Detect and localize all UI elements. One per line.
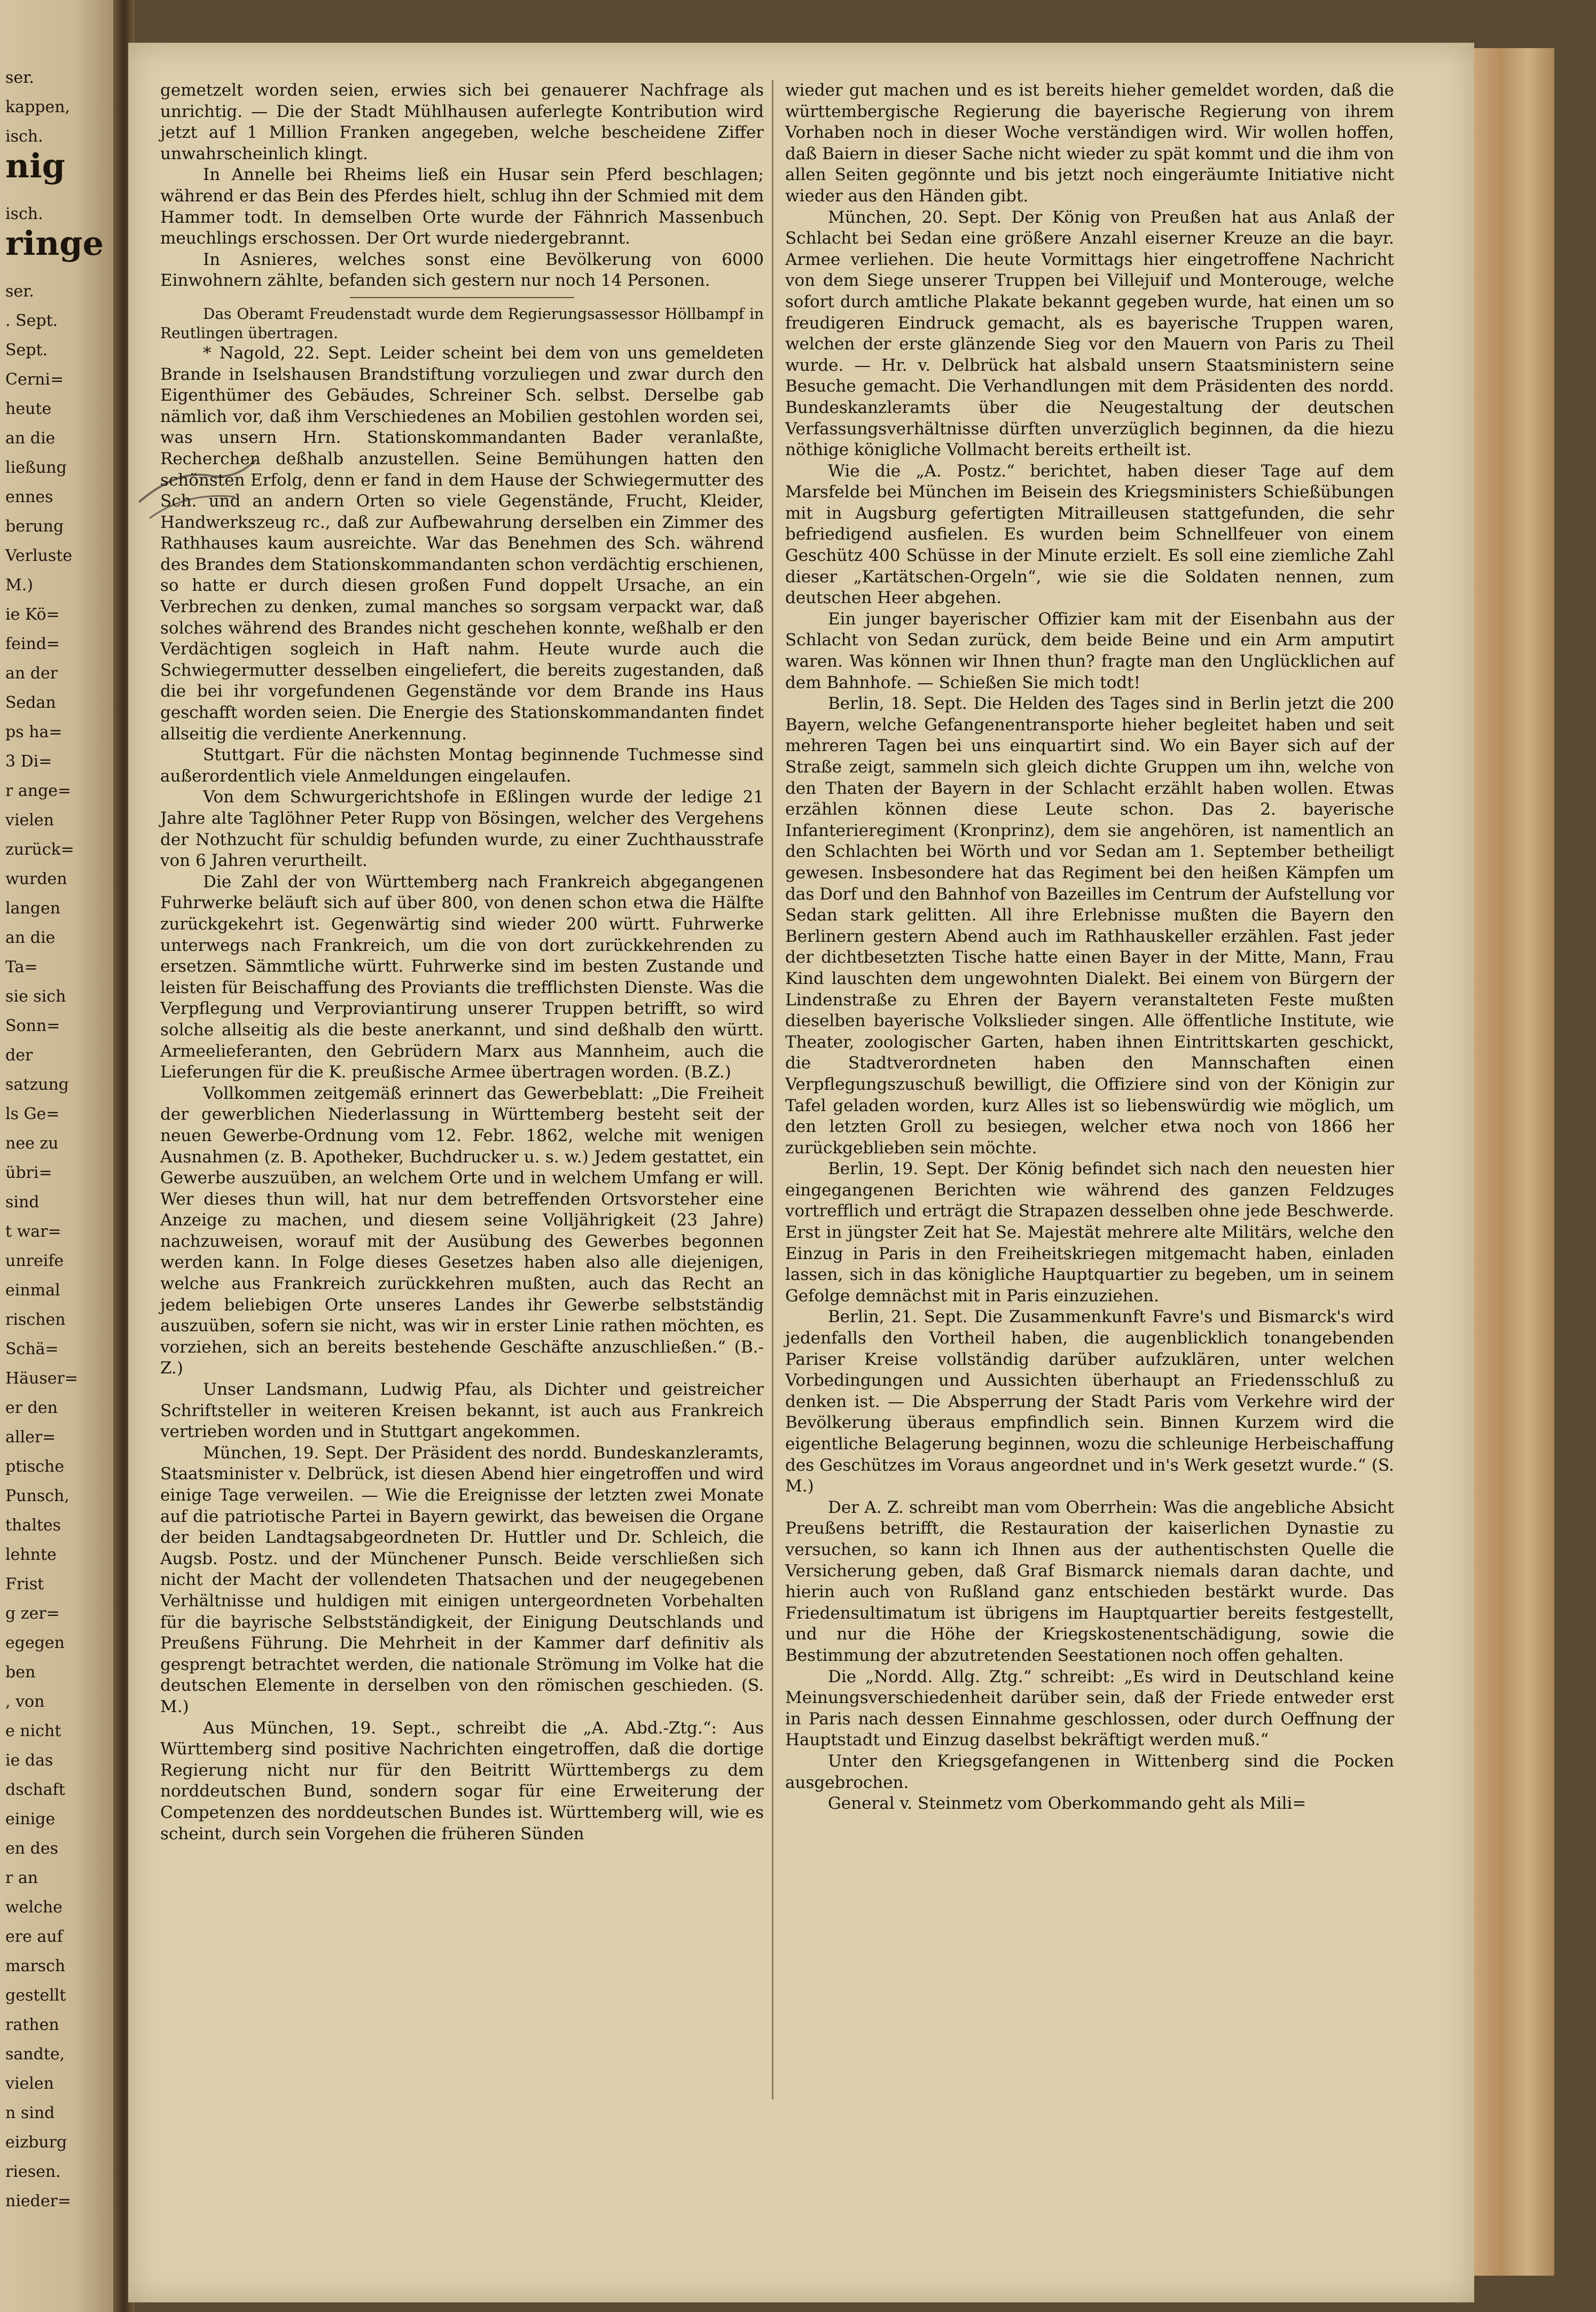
facing-page-text: sie sich <box>5 987 66 1006</box>
facing-page-text: riesen. <box>5 2162 61 2181</box>
facing-page-text: vielen <box>5 811 54 830</box>
facing-page-text: , von <box>5 1692 45 1711</box>
article-paragraph: Das Oberamt Freudenstadt wurde dem Regierungsassessor Höllbampf in Reutlingen übertragen. <box>160 304 764 342</box>
article-paragraph: Der A. Z. schreibt man vom Oberrhein: Was die angebliche Absicht Preußens betrifft, die Restauration der kaiserlichen Dynastie zu versuchen, so kann ich Ihnen aus der authentischsten Quelle die Versicherung geben, daß Graf Bismarck niemals daran dachte, und hierin auch von Rußland ganz entschieden bestärkt wurde. Das Friedensultimatum ist übrigens im Hauptquartier bereits festgestellt, und nur die Höhe der Kriegskostenentschädigung, sowie die Bestimmung der abzutretenden Seestationen noch offen gehalten. <box>785 1497 1394 1665</box>
facing-page-text: berung <box>5 517 64 536</box>
facing-page-text: Sedan <box>5 693 56 712</box>
facing-page-text: Verluste <box>5 546 73 565</box>
facing-page-text: an die <box>5 928 56 947</box>
facing-page-text: Sept. <box>5 341 48 360</box>
article-paragraph: gemetzelt worden seien, erwies sich bei genauerer Nachfrage als unrichtig. — Die der Stadt Mühlhausen auferlegte Kontribution wird jetzt auf 1 Million Franken angegeben, welche bescheidene Ziffer unwahrscheinlich klingt. <box>160 81 764 163</box>
facing-page-text: eizburg <box>5 2133 67 2152</box>
facing-page-text: welche <box>5 1898 62 1917</box>
facing-page-text: . Sept. <box>5 311 58 330</box>
facing-page-text: ennes <box>5 488 53 506</box>
facing-page-text: isch. <box>5 205 43 223</box>
column-left <box>160 80 764 1845</box>
article-paragraph: Stuttgart. Für die nächsten Montag beginnende Tuchmesse sind außerordentlich viele Anmeldungen eingelaufen. <box>160 745 764 786</box>
facing-page-text: sind <box>5 1193 40 1212</box>
article-paragraph: In Asnieres, welches sonst eine Bevölkerung von 6000 Einwohnern zählte, befanden sich gestern nur noch 14 Personen. <box>160 249 764 291</box>
facing-page-text: übri= <box>5 1163 52 1182</box>
facing-page-text: langen <box>5 899 61 918</box>
article-paragraph: Von dem Schwurgerichtshofe in Eßlingen wurde der ledige 21 Jahre alte Taglöhner Peter Rupp von Bösingen, welcher des Vergehens der Nothzucht für schuldig befunden wurde, zu einer Zuchthausstrafe von 6 Jahren verurtheilt. <box>160 787 764 871</box>
facing-page-text: isch. <box>5 127 43 146</box>
article-paragraph: Die „Nordd. Allg. Ztg.“ schreibt: „Es wird in Deutschland keine Meinungsverschiedenheit darüber sein, daß der Friede entweder erst in Paris nach dessen Einnahme geschlossen, oder durch Oeffnung der Hauptstadt und Einzug daselbst bekräftigt werden muß.“ <box>785 1667 1394 1750</box>
facing-page-text: einmal <box>5 1281 60 1300</box>
facing-page-text: 3 Di= <box>5 752 52 771</box>
facing-page-text: ser. <box>5 68 34 87</box>
facing-page-text: ließung <box>5 458 67 477</box>
article-paragraph: Vollkommen zeitgemäß erinnert das Gewerbeblatt: „Die Freiheit der gewerblichen Niederlassung in Württemberg besteht seit der neuen Gewerbe-Ordnung vom 12. Febr. 1862, welche mit wenigen Ausnahmen (z. B. Apotheker, Buchdrucker u. s. w.) Jedem gestattet, ein Gewerbe auszuüben, an welchem Orte und in welchem Umfang er will. Wer dieses thun will, hat nur dem betreffenden Ortsvorsteher eine Anzeige zu machen, und diesem seine Volljährigkeit (23 Jahre) nachzuweisen, worauf mit der Ausübung des Gewerbes begonnen werden kann. In Folge dieses Gesetzes haben also alle diejenigen, welche aus Frankreich zurückkehren mußten, auch das Recht an jedem beliebigen Orte unseres Landes ihr Gewerbe selbstständig auszuüben, sofern sie nicht, was wir in erster Linie rathen möchten, es vorziehen, sich an bereits bestehende Geschäfte anzuschließen.“ (B.-Z.) <box>160 1083 764 1378</box>
facing-page-text: sandte, <box>5 2045 65 2064</box>
facing-page-text: Frist <box>5 1575 44 1594</box>
facing-page-text: egegen <box>5 1634 65 1652</box>
facing-page-text: Sonn= <box>5 1017 60 1035</box>
facing-page-text: Cerni= <box>5 370 64 389</box>
facing-page-text: ptische <box>5 1457 65 1476</box>
facing-page-text: ps ha= <box>5 723 62 741</box>
facing-page-text: M.) <box>5 576 33 595</box>
facing-page-text: der <box>5 1046 33 1065</box>
facing-page-text: gestellt <box>5 1986 66 2005</box>
facing-page-text: aller= <box>5 1428 56 1447</box>
facing-page-text: er den <box>5 1399 58 1417</box>
facing-page-text: nieder= <box>5 2192 72 2211</box>
article-paragraph: München, 20. Sept. Der König von Preußen hat aus Anlaß der Schlacht bei Sedan eine größere Anzahl eiserner Kreuze an die bayr. Armee verliehen. Die heute Vormittags hier eingetroffene Nachricht von dem Siege unserer Truppen bei Villejuif und Monterouge, welche sofort durch amtliche Plakate bekannt gegeben wurde, hat einen um so freudigeren Eindruck gemacht, als es bayerische Truppen waren, welchen der erste glänzende Sieg vor den Mauern von Paris zu Theil wurde. — Hr. v. Delbrück hat alsbald unsern Staatsministern seine Besuche gemacht. Die Verhandlungen mit dem Präsidenten des nordd. Bundeskanzleramts über die Neugestaltung der deutschen Verfassungsverhältnisse dürften unverzüglich beginnen, da die hiezu nöthige königliche Vollmacht bereits ertheilt ist. <box>785 207 1394 460</box>
article-paragraph: Die Zahl der von Württemberg nach Frankreich abgegangenen Fuhrwerke beläuft sich auf über 800, von denen schon etwa die Hälfte zurückgekehrt ist. Gegenwärtig sind wieder 200 württ. Fuhrwerke unterwegs nach Frankreich, um die von dort zurückkehrenden zu ersetzen. Sämmtliche württ. Fuhrwerke sind im besten Zustande und leisten für Beischaffung des Proviants die trefflichsten Dienste. Was die Verpflegung und Verproviantirung unserer Truppen betrifft, so wird solche allseitig als die beste anerkannt, und sind deßhalb den württ. Armeelieferanten, den Gebrüdern Marx aus Mannheim, auch die Lieferungen für die K. preußische Armee übertragen worden. (B.Z.) <box>160 872 764 1082</box>
facing-page-text: thaltes <box>5 1516 61 1535</box>
article-paragraph: Berlin, 18. Sept. Die Helden des Tages sind in Berlin jetzt die 200 Bayern, welche Gefangenentransporte hieher begleitet haben und seit mehreren Tagen bei uns einquartirt sind. Wo ein Bayer sich auf der Straße zeigt, sammeln sich gleich dichte Gruppen um ihn, welche von den Thaten der Bayern in der Schlacht erzählt haben wollen. Etwas erzählen können diese Leute schon. Das 2. bayerische Infanterieregiment (Kronprinz), dem sie angehören, ist namentlich an den Schlachten bei Wörth und vor Sedan am 1. September betheiligt gewesen. Insbesondere hat das Regiment bei den heißen Kämpfen um das Dorf und den Bahnhof von Bazeilles im Centrum der Aufstellung vor Sedan stark gelitten. All ihre Erlebnisse mußten die Bayern den Berlinern gestern Abend auch im Rathhauskeller erzählen. Fast jeder der dichtbesetzten Tische hatte einen Bayer in der Mitte, Mann, Frau Kind lauschten dem ungewohnten Dialekt. Bei einem von Bürgern der Lindenstraße zu Ehren der Bayern veranstalteten Feste mußten dieselben bayerische Volkslieder singen. Alle öffentliche Institute, wie Theater, zoologischer Garten, haben ihnen Eintrittskarten geschickt, die Stadtverordneten haben den Mannschaften einen Verpflegungszuschuß bewilligt, die Offiziere sind von der Königin zur Tafel geladen worden, kurz Alles ist so liebenswürdig wie möglich, um den letzten Groll zu besiegen, welcher etwa noch von 1866 her zurückgeblieben sein möchte. <box>785 694 1394 1158</box>
facing-page-text: Ta= <box>5 958 38 977</box>
facing-page-text: ie Kö= <box>5 605 60 624</box>
facing-page-text: wurden <box>5 870 67 888</box>
article-paragraph: Unser Landsmann, Ludwig Pfau, als Dichter und geistreicher Schriftsteller in weiteren Kreisen bekannt, ist auch aus Frankreich vertrieben worden und in Stuttgart angekommen. <box>160 1380 764 1442</box>
facing-page-text: ls Ge= <box>5 1105 60 1123</box>
facing-page-text: an der <box>5 664 58 683</box>
facing-page-text: ben <box>5 1663 36 1682</box>
facing-page-text: vielen <box>5 2074 54 2093</box>
article-paragraph: Ein junger bayerischer Offizier kam mit der Eisenbahn aus der Schlacht von Sedan zurück, dem beide Beine und ein Arm amputirt waren. Was können wir Ihnen thun? fragte man den Unglücklichen auf dem Bahnhofe. — Schießen Sie mich todt! <box>785 609 1394 692</box>
facing-page-text: nig <box>5 146 65 185</box>
section-rule <box>350 297 574 298</box>
article-paragraph: Wie die „A. Postz.“ berichtet, haben dieser Tage auf dem Marsfelde bei München im Beisein des Kriegsministers Schießübungen mit in Augsburg gefertigten Mitrailleusen stattgefunden, die sehr befriedigend ausfielen. Es wurden beim Schnellfeuer von einem Geschütz 400 Schüsse in der Minute erzielt. Es soll eine ziemliche Zahl dieser „Kartätschen-Orgeln“, wie sie die Soldaten nennen, zum deutschen Heer abgehen. <box>785 461 1394 608</box>
facing-page-text: kappen, <box>5 98 71 116</box>
facing-page-text: r an <box>5 1869 38 1887</box>
facing-page-text: Häuser= <box>5 1369 78 1388</box>
facing-page-text: ringe <box>5 224 104 263</box>
facing-page-text: nee zu <box>5 1134 59 1153</box>
facing-page-text: en des <box>5 1839 58 1858</box>
article-paragraph: Aus München, 19. Sept., schreibt die „A. Abd.-Ztg.“: Aus Württemberg sind positive Nachrichten eingetroffen, daß die dortige Regierung nicht nur für den Beitritt Württembergs zu dem norddeutschen Bund, sondern sogar für eine Erweiterung der Competenzen des norddeutschen Bundes ist. Württemberg will, wie es scheint, durch sein Vorgehen die früheren Sünden <box>160 1718 764 1844</box>
facing-page-text: e nicht <box>5 1722 61 1740</box>
facing-page-text: rathen <box>5 2016 59 2034</box>
facing-page-text: r ange= <box>5 782 72 800</box>
facing-page-text: ie das <box>5 1751 53 1770</box>
page-edge <box>1474 48 1554 2276</box>
facing-page-text: heute <box>5 400 52 418</box>
facing-page-text: lehnte <box>5 1545 57 1564</box>
facing-page-text: rischen <box>5 1310 66 1329</box>
facing-page-fragment <box>0 0 123 2312</box>
facing-page-text: zurück= <box>5 840 74 859</box>
facing-page-text: satzung <box>5 1075 69 1094</box>
article-paragraph: In Annelle bei Rheims ließ ein Husar sein Pferd beschlagen; während er das Bein des Pferdes hielt, schlug ihn der Schmied mit dem Hammer todt. In demselben Orte wurde der Fähnrich Massenbuch meuchlings erschossen. Der Ort wurde niedergebrannt. <box>160 165 764 248</box>
facing-page-text: ser. <box>5 282 34 301</box>
facing-page-text: Schä= <box>5 1340 59 1358</box>
article-paragraph: wieder gut machen und es ist bereits hieher gemeldet worden, daß die württembergische Regierung die bayerische Regierung von ihrem Vorhaben noch in dieser Woche verständigen wird. Wir wollen hoffen, daß Baiern in dieser Sache nicht wieder zu spät kommt und die ihm von allen Seiten gegönnte und bis jetzt noch eingeräumte Initiative nicht wieder aus den Händen gibt. <box>785 81 1394 206</box>
article-paragraph: Unter den Kriegsgefangenen in Wittenberg sind die Pocken ausgebrochen. <box>785 1751 1394 1792</box>
column-divider <box>772 80 773 2099</box>
article-paragraph: Berlin, 21. Sept. Die Zusammenkunft Favre's und Bismarck's wird jedenfalls den Vortheil haben, die augenblicklich tonangebenden Pariser Kreise vollständig darüber aufzuklären, unter welchen Vorbedingungen und Aussichten überhaupt an Friedensschluß zu denken ist. — Die Absperrung der Stadt Paris vom Verkehre wird der Bevölkerung überaus empfindlich sein. Binnen Kurzem wird die eigentliche Belagerung beginnen, wozu die schleunige Herbeischaffung des Geschützes im Voraus angeordnet und in's Werk gesetzt wurde.“ (S. M.) <box>785 1307 1394 1496</box>
facing-page-text: dschaft <box>5 1780 65 1799</box>
facing-page-text: g zer= <box>5 1604 60 1623</box>
article-paragraph: Berlin, 19. Sept. Der König befindet sich nach den neuesten hier eingegangenen Berichten wie während des ganzen Feldzuges vortrefflich und erträgt die Strapazen desselben ohne jede Beschwerde. Erst in jüngster Zeit hat Se. Majestät mehrere alte Militärs, welche den Einzug in Paris in den Freiheitskriegen mitgemacht haben, einladen lassen, sich in das königliche Hauptquartier zu begeben, um in seinem Gefolge demnächst mit in Paris einzuziehen. <box>785 1159 1394 1306</box>
facing-page-text: an die <box>5 429 56 448</box>
facing-page-text: unreife <box>5 1252 64 1270</box>
facing-page-text: marsch <box>5 1957 66 1975</box>
facing-page-text: Punsch, <box>5 1487 69 1505</box>
facing-page-text: einige <box>5 1810 56 1829</box>
facing-page-text: t war= <box>5 1222 61 1241</box>
facing-page-text: ere auf <box>5 1927 63 1946</box>
article-paragraph: München, 19. Sept. Der Präsident des nordd. Bundeskanzleramts, Staatsminister v. Delbrück, ist diesen Abend hier eingetroffen und wird einige Tage verweilen. — Wie die Ereignisse der letzten zwei Monate auf die patriotische Partei in Bayern gewirkt, das beweisen die Organe der beiden Landtagsabgeordneten Dr. Huttler und Dr. Schleich, die Augsb. Postz. und der Münchener Punsch. Beide verschließen sich nicht der Macht der vollendeten Thatsachen und der neugegebenen Verhältnisse und huldigen mit einigen untergeordneten Vorbehalten für die bayrische Selbstständigkeit, der Einigung Deutschlands und Preußens Führung. Die Mehrheit in der Kammer darf definitiv als gesprengt betrachtet werden, die nationale Strömung im Volke hat die deutschen Elemente in derselben von den römischen geschieden. (S. M.) <box>160 1443 764 1716</box>
facing-page-text: n sind <box>5 2104 55 2122</box>
column-right <box>785 80 1394 1815</box>
facing-page-text: feind= <box>5 635 60 653</box>
article-paragraph: * Nagold, 22. Sept. Leider scheint bei dem von uns gemeldeten Brande in Iselshausen Brandstiftung vorzuliegen und zwar durch den Eigenthümer des Gebäudes, Schreiner Sch. selbst. Derselbe gab nämlich vor, daß ihm Verschiedenes an Mobilien gestohlen worden sei, was unsern Hrn. Stationskommandanten Bader veranlaßte, Recherchen deßhalb anzustellen. Seine Bemühungen hatten den schönsten Erfolg, denn er fand in dem Hause der Schwiegermutter des Sch. und an andern Orten so viele Gegenstände, Frucht, Kleider, Handwerkszeug rc., daß zur Aufbewahrung derselben ein Zimmer des Rathhauses kaum ausreichte. War das Benehmen des Sch. während des Brandes dem Stationskommandanten schon verdächtig erschienen, so hatte er durch diesen großen Fund doppelt Ursache, an ein Verbrechen zu denken, zumal manches so sorgsam verpackt war, daß solches während des Brandes nicht geschehen konnte, weßhalb er den Verdächtigen sogleich in Haft nahm. Heute wurde auch die Schwiegermutter desselben eingeliefert, die bereits zugestanden, daß die bei ihr vorgefundenen Gegenstände vor dem Brande ins Haus geschafft worden seien. Die Energie des Stationskommandanten findet allseitig die verdiente Anerkennung. <box>160 343 764 744</box>
article-paragraph: General v. Steinmetz vom Oberkommando geht als Mili= <box>828 1794 1306 1814</box>
